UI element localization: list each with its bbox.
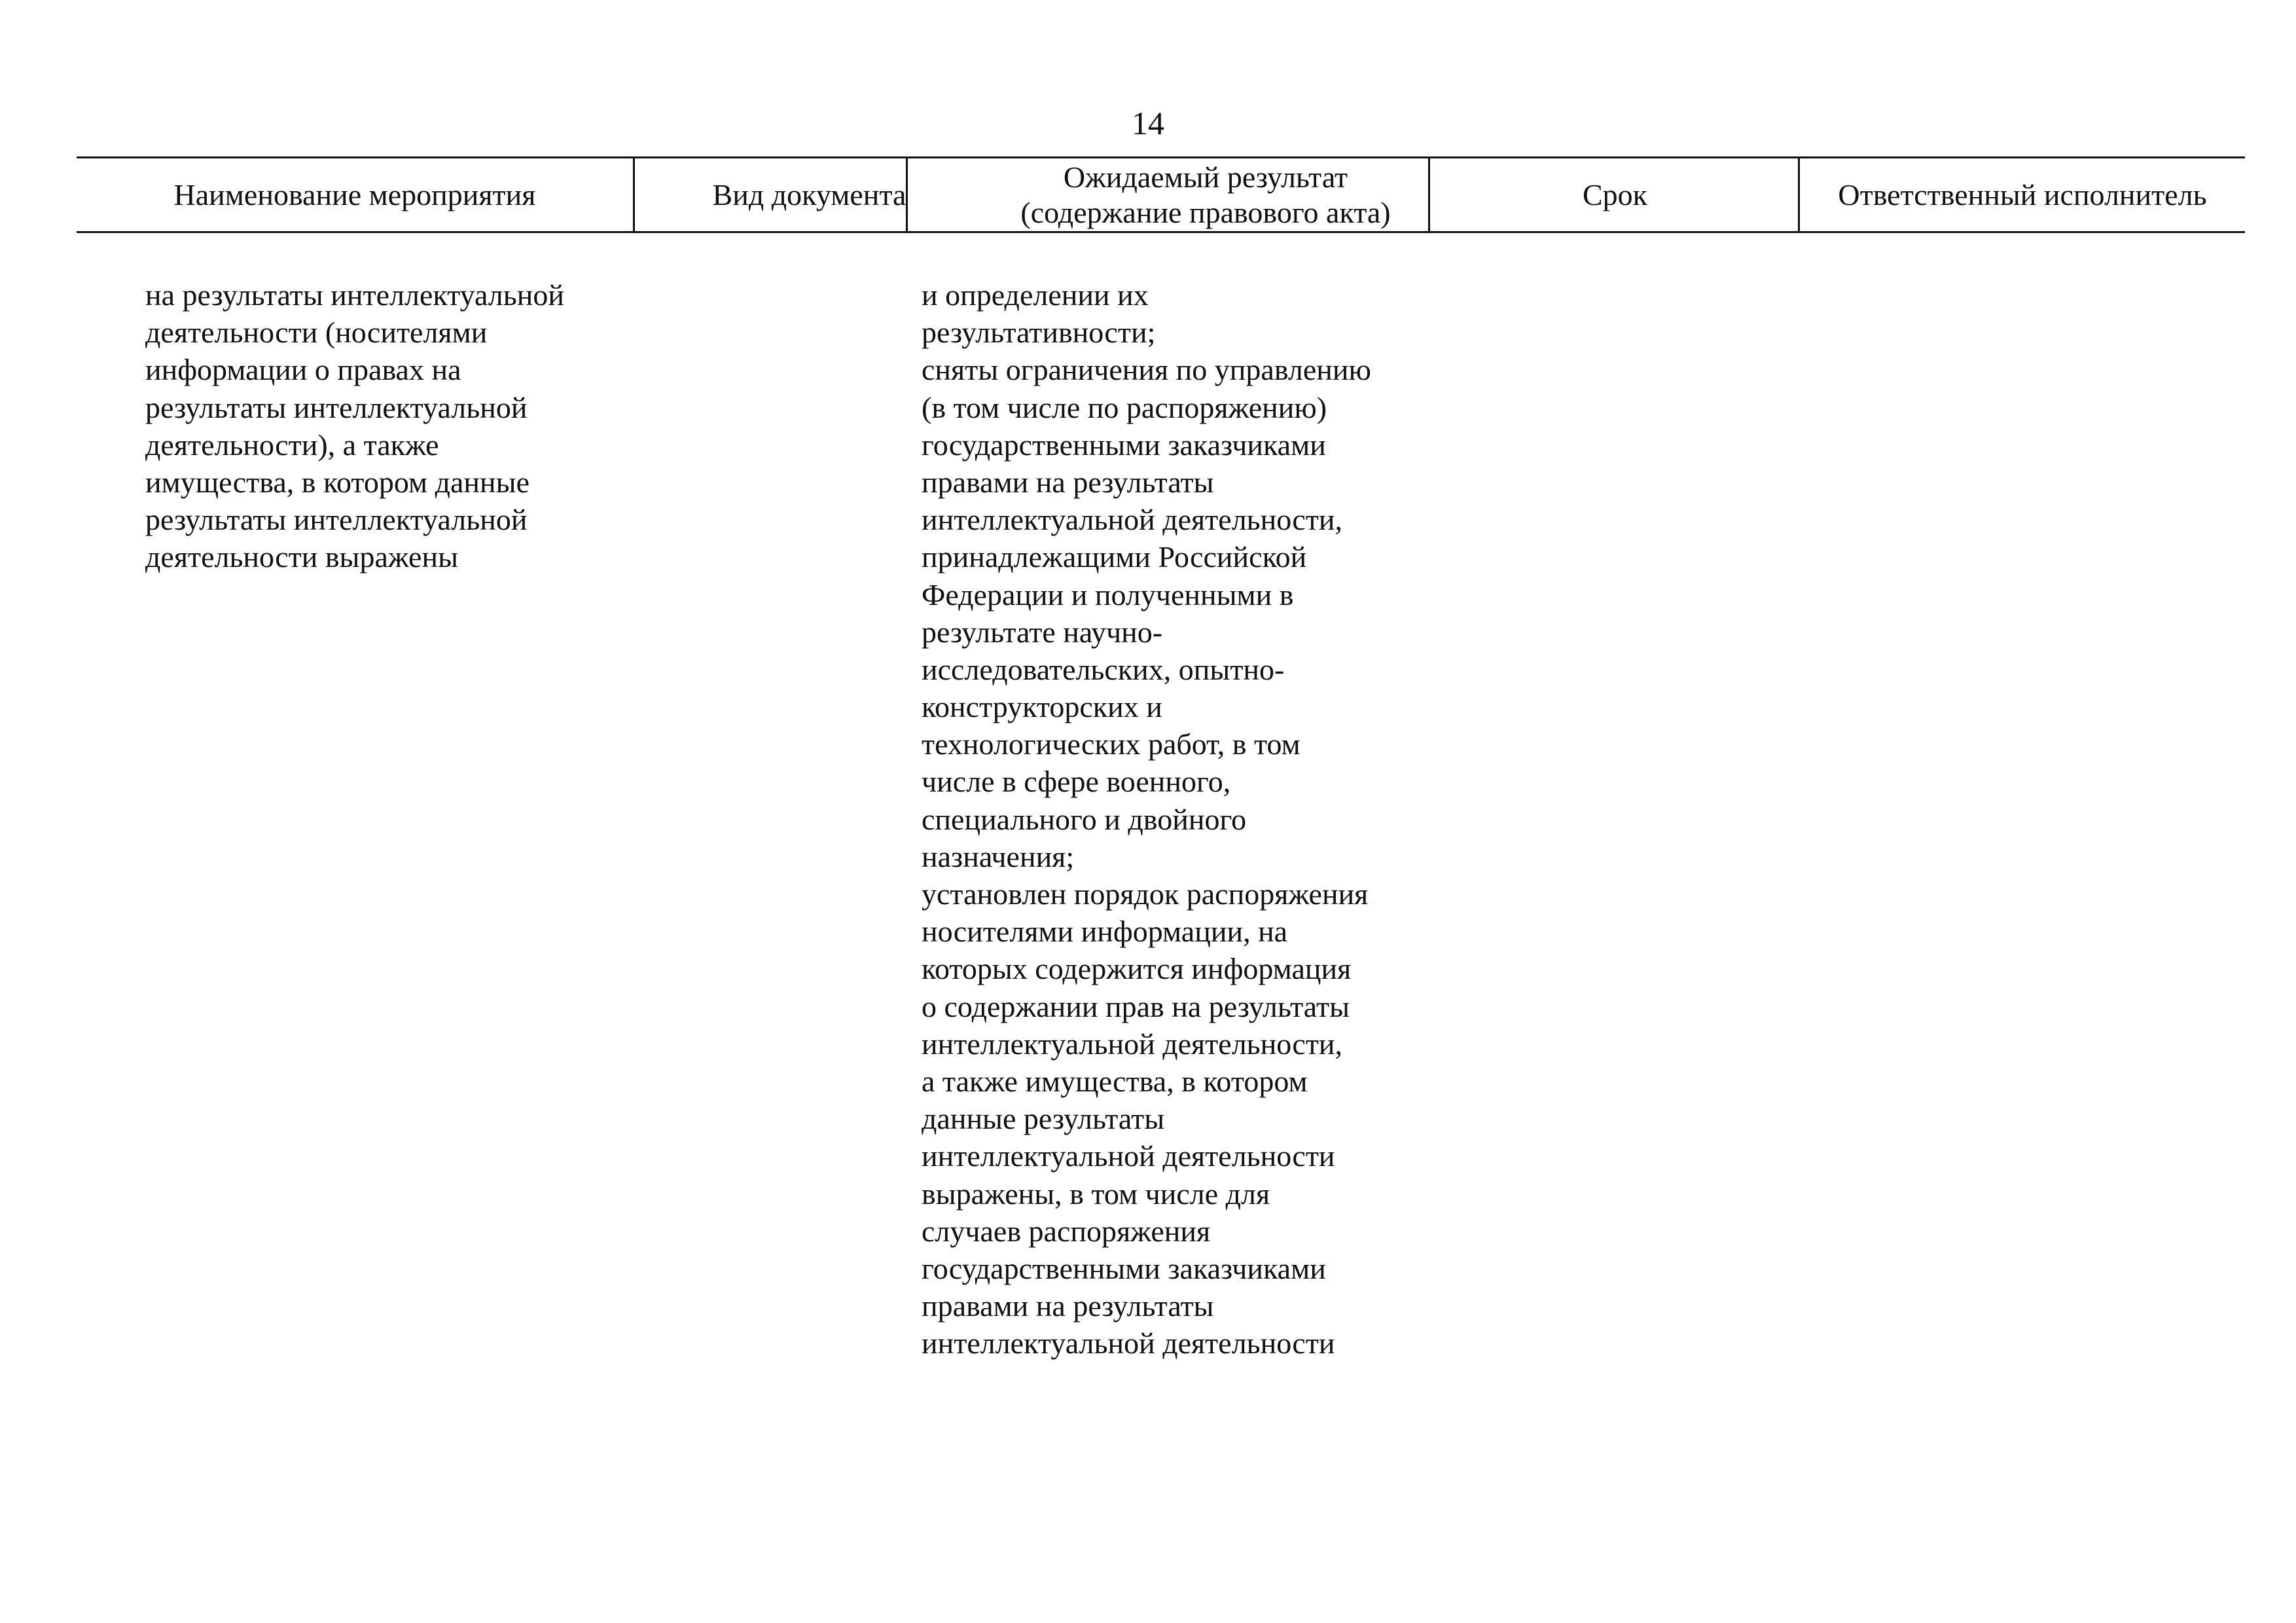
event-name-line: деятельности (носителями	[145, 316, 488, 350]
header-expected-result	[908, 158, 1503, 231]
expected-result-line: интеллектуальной деятельности	[922, 1326, 1335, 1360]
expected-result-line: сняты ограничения по управлению	[922, 353, 1371, 387]
expected-result-cell	[922, 276, 1371, 1362]
expected-result-line: установлен порядок распоряжения	[922, 877, 1369, 911]
expected-result-line: интеллектуальной деятельности,	[922, 503, 1343, 537]
table-header	[77, 156, 2245, 233]
expected-result-line: которых содержится информация	[922, 952, 1352, 986]
event-name-line: деятельности выражены	[145, 540, 458, 574]
expected-result-line: правами на результаты	[922, 1289, 1214, 1323]
expected-result-line: правами на результаты	[922, 465, 1214, 499]
event-name-line: результаты интеллектуальной	[145, 503, 528, 537]
expected-result-line: результате научно-	[922, 615, 1163, 649]
expected-result-line: числе в сфере военного,	[922, 765, 1231, 799]
event-name-line: имущества, в котором данные	[145, 465, 529, 499]
header-deadline: Срок	[1582, 177, 1648, 211]
expected-result-line: а также имущества, в котором	[922, 1064, 1308, 1098]
header-responsible: Ответственный исполнитель	[1838, 177, 2207, 211]
header-expected-result-line1: Ожидаемый результат	[1063, 160, 1348, 194]
expected-result-line: о содержании прав на результаты	[922, 989, 1350, 1023]
expected-result-line: носителями информации, на	[922, 915, 1288, 949]
expected-result-line: государственными заказчиками	[922, 428, 1326, 462]
event-name-line: деятельности), а также	[145, 428, 439, 462]
expected-result-line: выражены, в том числе для	[922, 1176, 1270, 1211]
event-name-line: результаты интеллектуальной	[145, 390, 528, 424]
expected-result-line: Федерации и полученными в	[922, 577, 1294, 611]
event-name-line: на результаты интеллектуальной	[145, 278, 564, 312]
expected-result-line: результативности;	[922, 316, 1156, 350]
expected-result-line: данные результаты	[922, 1102, 1165, 1136]
expected-result-line: технологических работ, в том	[922, 727, 1300, 761]
expected-result-line: специального и двойного	[922, 802, 1247, 836]
expected-result-line: (в том числе по распоряжению)	[922, 390, 1327, 424]
expected-result-line: государственными заказчиками	[922, 1251, 1326, 1285]
page-number: 14	[1132, 105, 1164, 141]
event-name-cell	[145, 276, 564, 576]
header-expected-result-line2: (содержание правового акта)	[1020, 195, 1391, 229]
event-name-line: информации о правах на	[145, 353, 461, 387]
expected-result-line: принадлежащими Российской	[922, 540, 1307, 574]
expected-result-line: исследовательских, опытно-	[922, 652, 1285, 686]
expected-result-line: и определении их	[922, 278, 1149, 312]
expected-result-line: интеллектуальной деятельности,	[922, 1027, 1343, 1061]
expected-result-line: случаев распоряжения	[922, 1214, 1211, 1248]
expected-result-line: назначения;	[922, 839, 1075, 873]
header-document-type: Вид документа	[712, 177, 906, 211]
expected-result-line: конструкторских и	[922, 690, 1162, 724]
header-event-name: Наименование мероприятия	[173, 177, 536, 211]
expected-result-line: интеллектуальной деятельности	[922, 1139, 1335, 1173]
